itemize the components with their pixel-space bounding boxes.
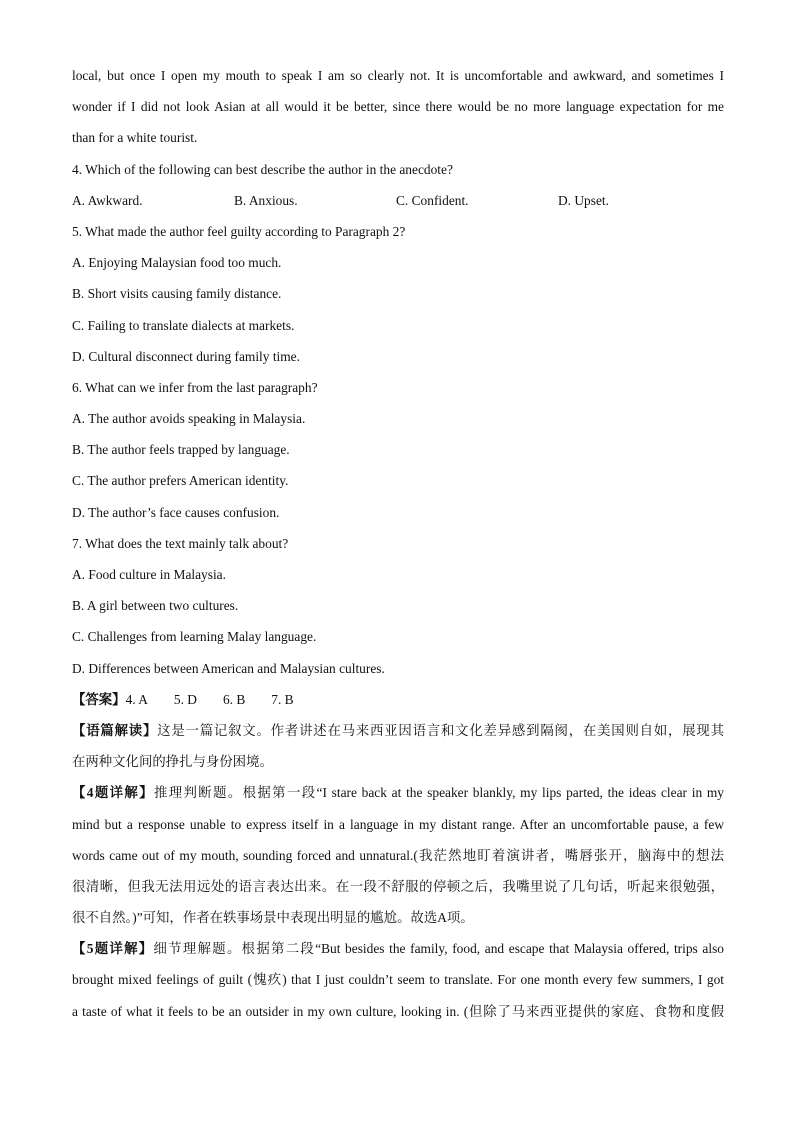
question-5 [72,220,724,376]
option-row [72,189,724,220]
section-label: 【4题详解】 [72,785,154,801]
option-b: B. Short visits causing family distance. [72,286,282,302]
passage-tail [72,64,724,158]
option-a: A. Enjoying Malaysian food too much. [72,255,282,271]
text-line: 很不自然。)”可知，作者在轶事场景中表现出明显的尴尬。故选A项。 [72,910,474,926]
question-7 [72,532,724,688]
text-line: words came out of my mouth, sounding forced and unnatural.(我茫然地盯着演讲者，嘴唇张开，脑海中的想法 [72,847,724,863]
text-line: mind but a response unable to express itself in a language in my distant range. After an uncomfortable pause, a few [72,816,724,832]
answer-item: 7. B [271,691,294,707]
detail-5 [72,937,724,1031]
option-d: D. Cultural disconnect during family time. [72,348,300,364]
text-line: than for a white tourist. [72,130,198,146]
document-page [72,64,724,1031]
answer-line [72,688,724,719]
option-d: D. Upset. [558,192,609,208]
question-stem: 6. What can we infer from the last paragraph? [72,379,318,395]
question-stem: 5. What made the author feel guilty according to Paragraph 2? [72,223,406,239]
question-4 [72,158,724,220]
text-line: 【语篇解读】这是一篇记叙文。作者讲述在马来西亚因语言和文化差异感到隔阂，在美国则自如，展现其 [72,722,725,738]
question-6 [72,376,724,532]
detail-4 [72,781,724,937]
text-line: 【4题详解】推理判断题。根据第一段“I stare back at the speaker blankly, my lips parted, the ideas clear in my [72,785,724,801]
option-b: B. Anxious. [234,192,298,208]
text-analysis [72,719,724,781]
text-line: 很清晰，但我无法用远处的语言表达出来。在一段不舒服的停顿之后，我嘴里说了几句话，听起来很勉强， [72,878,724,894]
question-stem: 4. Which of the following can best describe the author in the anecdote? [72,161,453,177]
question-stem: 7. What does the text mainly talk about? [72,535,289,551]
option-d: D. The author’s face causes confusion. [72,504,280,520]
option-c: C. Confident. [396,192,469,208]
option-c: C. Challenges from learning Malay language. [72,629,317,645]
answer-label: 【答案】 [72,691,126,707]
option-c: C. Failing to translate dialects at markets. [72,317,295,333]
answer-item: 5. D [173,691,197,707]
text-line: wonder if I did not look Asian at all would it be better, since there would be no more language expectation for me [72,99,724,115]
text-line: brought mixed feelings of guilt (愧疚) that I just couldn’t seem to translate. For one month every few summers, I got [72,972,724,988]
option-c: C. The author prefers American identity. [72,473,289,489]
option-b: B. The author feels trapped by language. [72,442,290,458]
answer-item: 4. A [125,691,148,707]
option-a: A. Food culture in Malaysia. [72,567,226,582]
text-line: 在两种文化间的挣扎与身份困境。 [72,754,273,770]
text-line: 【5题详解】细节理解题。根据第二段“But besides the family, food, and escape that Malaysia offered, trips also [72,941,724,957]
answer-item: 6. B [222,691,246,707]
section-label: 【语篇解读】 [72,722,158,738]
section-label: 【5题详解】 [72,941,154,957]
option-a: A. The author avoids speaking in Malaysia. [72,411,306,427]
text-line: a taste of what it feels to be an outsider in my own culture, looking in. (但除了马来西亚提供的家庭、食物和度假 [72,1003,724,1019]
option-b: B. A girl between two cultures. [72,598,239,614]
option-a: A. Awkward. [72,192,143,208]
option-d: D. Differences between American and Malaysian cultures. [72,660,385,676]
text-line: local, but once I open my mouth to speak I am so clearly not. It is uncomfortable and awkward, and sometimes I [72,68,724,83]
